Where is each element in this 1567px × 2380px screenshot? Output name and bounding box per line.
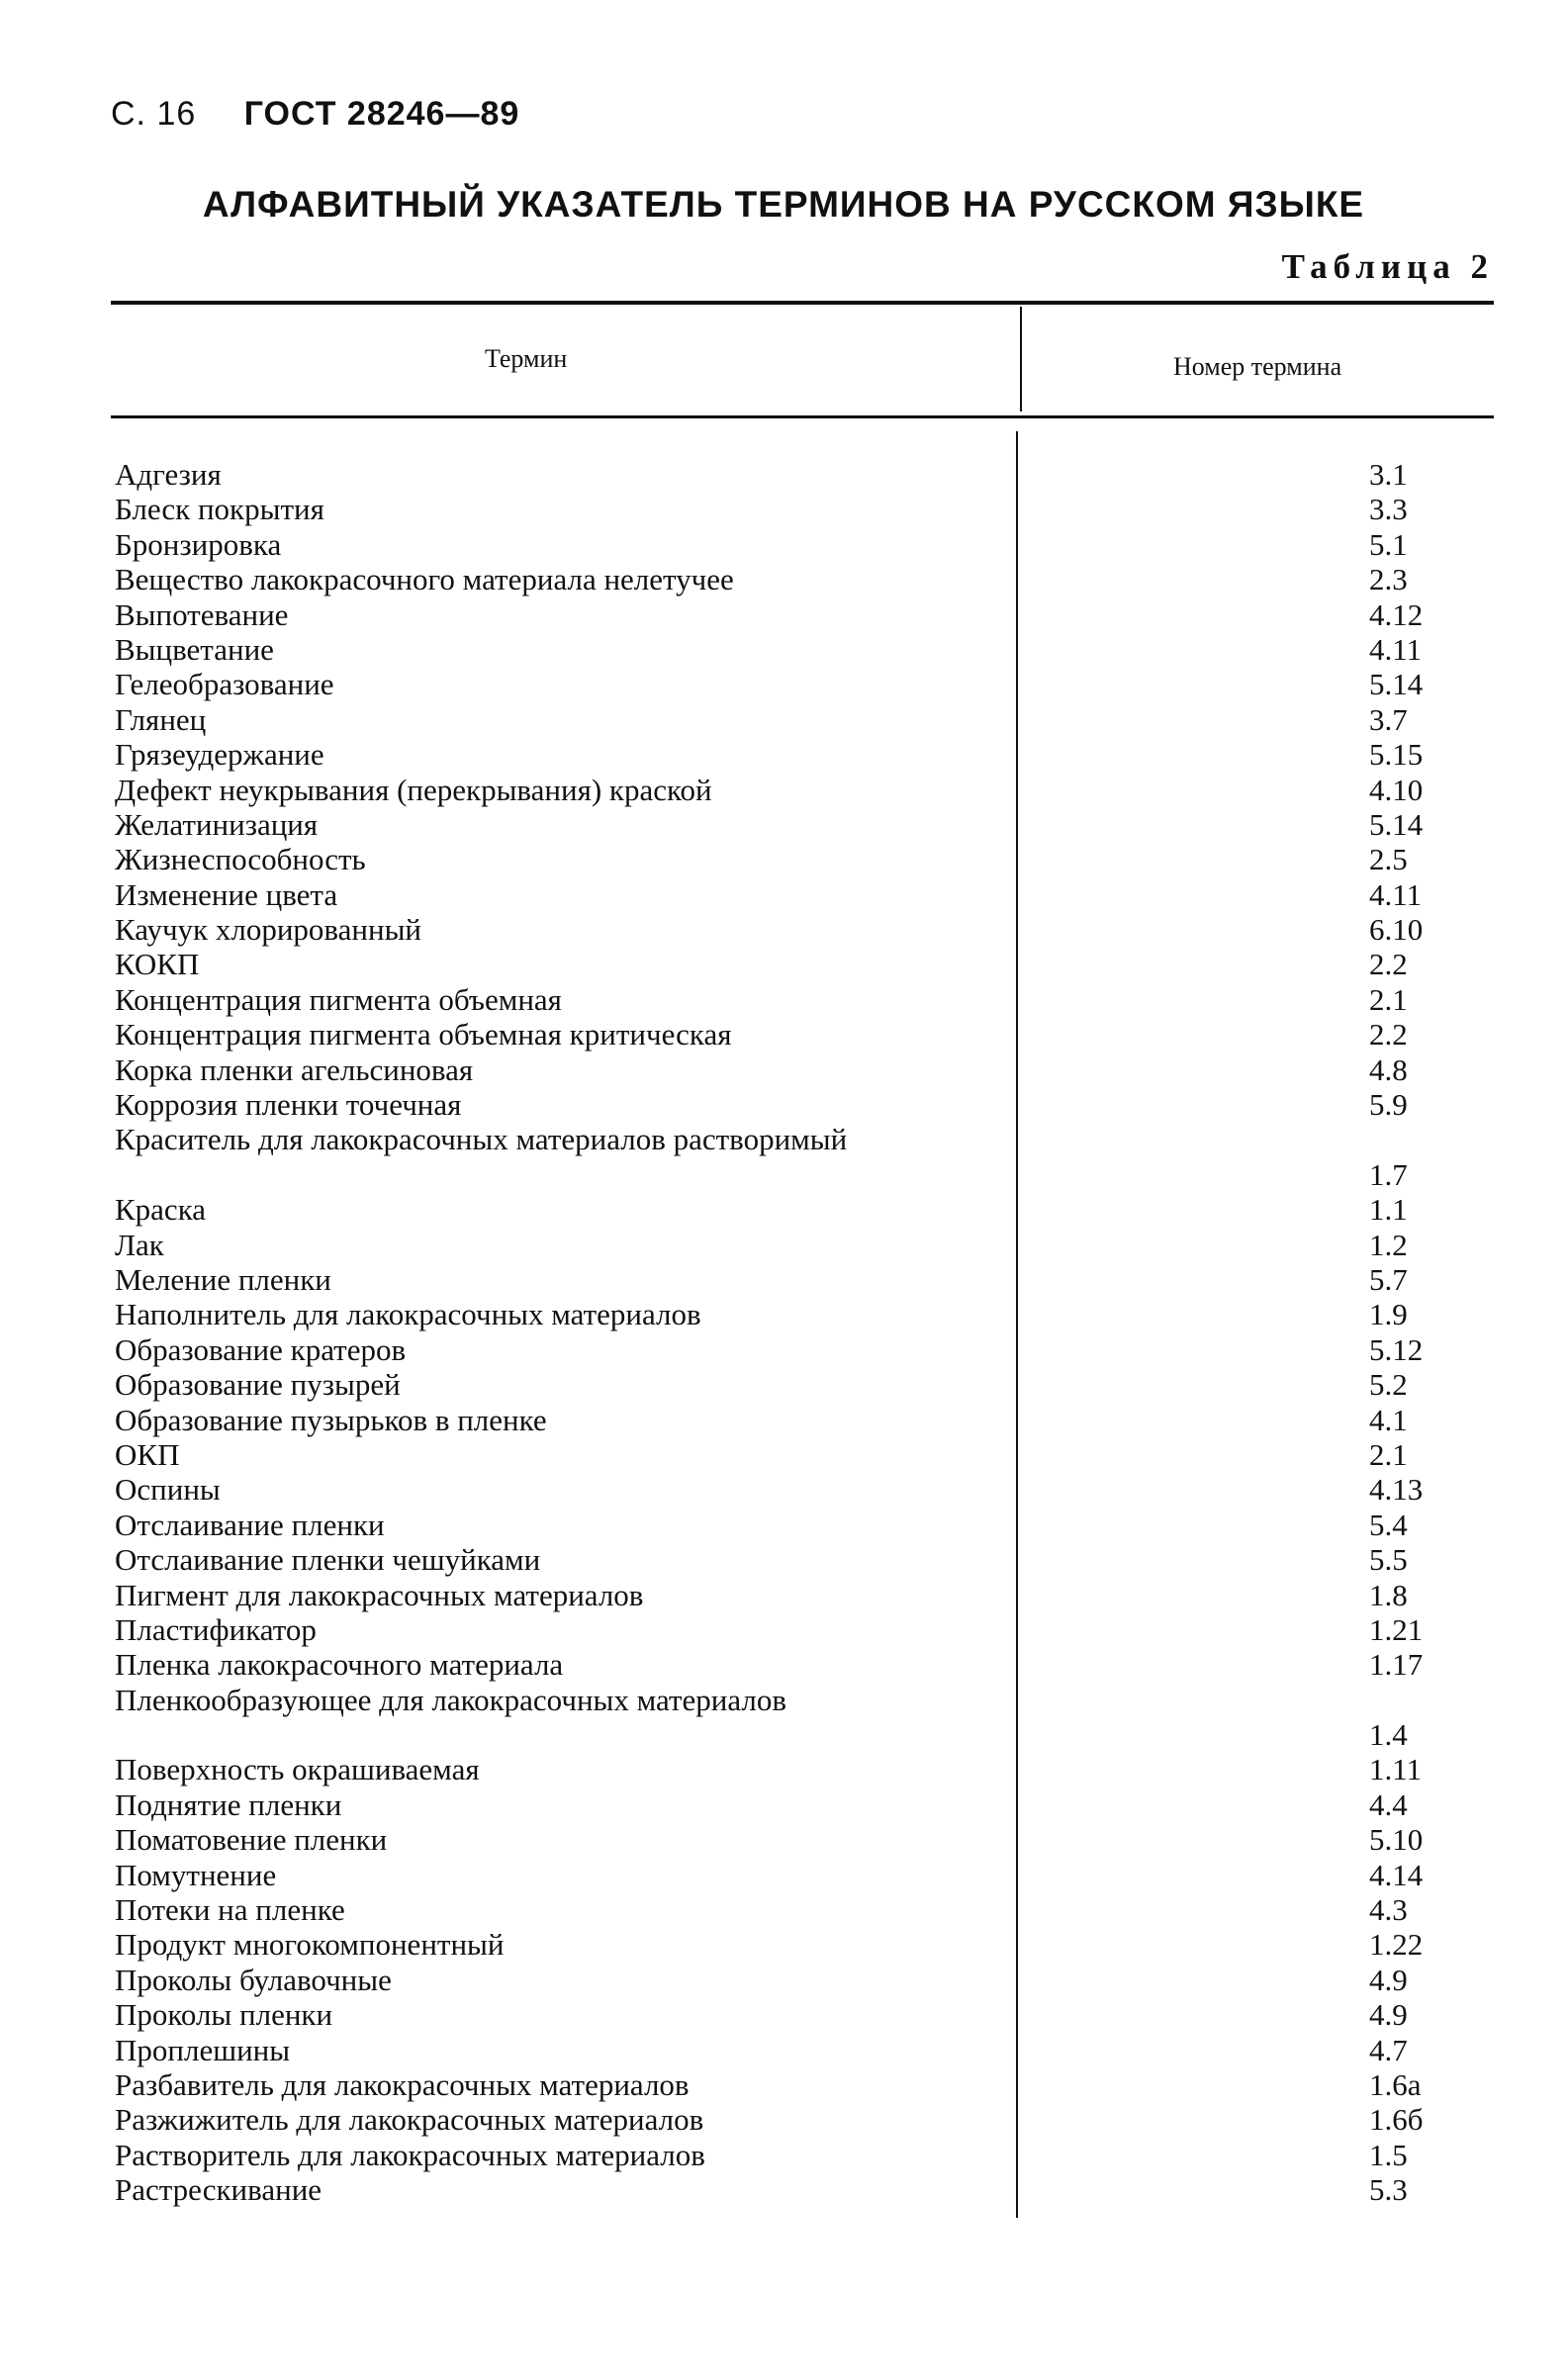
column-header-term: Термин xyxy=(485,344,568,373)
term-name: КОКП xyxy=(115,947,200,982)
term-number: 5.9 xyxy=(1369,1087,1408,1123)
term-number: 3.7 xyxy=(1369,701,1408,737)
term-index-table xyxy=(115,457,1500,2208)
term-number: 5.15 xyxy=(1369,737,1424,773)
term-number: 5.2 xyxy=(1369,1367,1408,1403)
term-name: Коррозия пленки точечная xyxy=(115,1087,462,1123)
table-row xyxy=(115,1332,1500,1367)
term-number: 4.11 xyxy=(1369,631,1423,667)
table-row xyxy=(115,1087,1500,1122)
term-number: 1.11 xyxy=(1369,1752,1423,1787)
term-number: 4.12 xyxy=(1369,596,1424,632)
term-number: 1.22 xyxy=(1369,1927,1424,1963)
term-name: Пигмент для лакокрасочных материалов xyxy=(115,1577,644,1612)
term-number: 1.6б xyxy=(1369,2102,1424,2138)
table-row xyxy=(115,1017,1500,1052)
term-name: Блеск покрытия xyxy=(115,492,324,527)
term-number: 5.7 xyxy=(1369,1261,1408,1297)
term-name: Отслаивание пленки xyxy=(115,1507,385,1542)
table-row xyxy=(115,1822,1500,1857)
table-row xyxy=(115,1578,1500,1612)
table-row xyxy=(115,737,1500,772)
term-number: 2.5 xyxy=(1369,842,1408,877)
table-top-rule xyxy=(111,301,1494,305)
table-row xyxy=(115,457,1500,492)
table-row xyxy=(115,773,1500,807)
term-name: Поматовение пленки xyxy=(115,1822,388,1858)
index-title: АЛФАВИТНЫЙ УКАЗАТЕЛЬ ТЕРМИНОВ НА РУССКОМ ЯЗЫКЕ xyxy=(202,184,1365,225)
term-name: Дефект неукрывания (перекрывания) краской xyxy=(115,772,712,807)
term-number: 4.4 xyxy=(1369,1786,1408,1822)
table-row xyxy=(115,562,1500,596)
term-number: 1.4 xyxy=(1369,1717,1408,1753)
term-number: 4.9 xyxy=(1369,1997,1408,2033)
term-number: 6.10 xyxy=(1369,912,1424,948)
term-number: 1.17 xyxy=(1369,1647,1424,1683)
table-row xyxy=(115,1192,1500,1227)
table-row xyxy=(115,1858,1500,1892)
term-number: 5.10 xyxy=(1369,1822,1424,1858)
term-name: Образование кратеров xyxy=(115,1331,407,1367)
term-number: 2.3 xyxy=(1369,562,1408,597)
term-name: Помутнение xyxy=(115,1857,277,1892)
standard-code: ГОСТ 28246—89 xyxy=(243,95,520,133)
term-number: 1.5 xyxy=(1369,2137,1408,2172)
term-number: 4.8 xyxy=(1369,1052,1408,1087)
table-row xyxy=(115,1892,1500,1927)
table-row xyxy=(115,842,1500,876)
term-number: 3.1 xyxy=(1369,456,1408,492)
table-row xyxy=(115,2172,1500,2207)
term-number: 1.21 xyxy=(1369,1611,1424,1647)
term-name: Корка пленки агельсиновая xyxy=(115,1052,474,1087)
table-row xyxy=(115,492,1500,526)
table-row xyxy=(115,597,1500,632)
table-row xyxy=(115,1472,1500,1507)
term-number: 2.1 xyxy=(1369,1436,1408,1472)
table-label: Таблица 2 xyxy=(1281,247,1494,286)
term-number: 4.3 xyxy=(1369,1892,1408,1928)
term-name: Гелеобразование xyxy=(115,667,334,702)
table-row xyxy=(115,2138,1500,2172)
column-divider-header xyxy=(1020,307,1022,412)
term-name: Разжижитель для лакокрасочных материалов xyxy=(115,2102,704,2138)
term-name: Бронзировка xyxy=(115,526,282,562)
table-row xyxy=(115,1228,1500,1262)
table-row xyxy=(115,1787,1500,1822)
table-row xyxy=(115,877,1500,912)
term-name: Разбавитель для лакокрасочных материалов xyxy=(115,2067,690,2102)
term-number: 5.4 xyxy=(1369,1507,1408,1542)
term-number: 4.9 xyxy=(1369,1962,1408,1997)
table-row xyxy=(115,912,1500,947)
term-name: Продукт многокомпонентный xyxy=(115,1927,505,1963)
term-number: 1.6а xyxy=(1369,2066,1422,2102)
term-name: Адгезия xyxy=(115,457,222,492)
table-row xyxy=(115,1752,1500,1786)
term-number: 1.9 xyxy=(1369,1297,1408,1332)
table-row xyxy=(115,982,1500,1017)
term-number: 1.8 xyxy=(1369,1577,1408,1612)
table-row xyxy=(115,1997,1500,2032)
term-number: 4.10 xyxy=(1369,772,1424,807)
table-row xyxy=(115,1963,1500,1997)
column-header-number: Номер термина xyxy=(1173,352,1342,381)
term-name: ОКП xyxy=(115,1436,180,1472)
table-row xyxy=(115,1262,1500,1297)
term-number: 4.11 xyxy=(1369,876,1423,912)
term-number: 4.7 xyxy=(1369,2032,1408,2067)
term-name: Проколы пленки xyxy=(115,1997,333,2033)
term-number: 3.3 xyxy=(1369,492,1408,527)
term-name: Проплешины xyxy=(115,2032,291,2067)
term-name: Пленкообразующее для лакокрасочных материалов xyxy=(115,1682,787,1717)
table-header-rule xyxy=(111,415,1494,418)
table-row xyxy=(115,1367,1500,1402)
table-row xyxy=(115,1508,1500,1542)
table-row xyxy=(115,702,1500,737)
term-name: Желатинизация xyxy=(115,806,319,842)
table-row xyxy=(115,527,1500,562)
term-name: Краска xyxy=(115,1192,207,1228)
term-name: Глянец xyxy=(115,701,207,737)
term-name: Лак xyxy=(115,1227,164,1262)
table-row xyxy=(115,1927,1500,1962)
term-name: Выцветание xyxy=(115,631,274,667)
table-row xyxy=(115,1683,1500,1753)
term-number: 4.1 xyxy=(1369,1402,1408,1437)
term-number: 4.13 xyxy=(1369,1472,1424,1508)
term-number: 5.5 xyxy=(1369,1542,1408,1578)
term-number: 5.1 xyxy=(1369,526,1408,562)
term-number: 2.2 xyxy=(1369,1017,1408,1053)
term-name: Грязеудержание xyxy=(115,737,324,773)
term-number: 5.14 xyxy=(1369,667,1424,702)
table-row xyxy=(115,632,1500,667)
term-name: Жизнеспособность xyxy=(115,842,366,877)
table-row xyxy=(115,1542,1500,1577)
term-number: 5.3 xyxy=(1369,2172,1408,2208)
page-number: С. 16 xyxy=(111,95,197,133)
term-name: Концентрация пигмента объемная xyxy=(115,981,562,1017)
table-row xyxy=(115,2067,1500,2102)
table-row xyxy=(115,1612,1500,1647)
term-name: Поднятие пленки xyxy=(115,1786,342,1822)
table-row xyxy=(115,1647,1500,1682)
term-number: 2.2 xyxy=(1369,947,1408,982)
table-row xyxy=(115,807,1500,842)
term-number: 2.1 xyxy=(1369,981,1408,1017)
term-name: Растворитель для лакокрасочных материалов xyxy=(115,2137,705,2172)
term-name: Каучук хлорированный xyxy=(115,912,421,948)
table-row xyxy=(115,2102,1500,2137)
term-name: Потеки на пленке xyxy=(115,1892,345,1928)
page-header xyxy=(111,95,519,134)
table-row xyxy=(115,947,1500,981)
table-row xyxy=(115,1403,1500,1437)
table-row xyxy=(115,1297,1500,1331)
table-row xyxy=(115,2033,1500,2067)
term-number: 5.14 xyxy=(1369,806,1424,842)
term-name: Наполнитель для лакокрасочных материалов xyxy=(115,1297,701,1332)
term-name: Изменение цвета xyxy=(115,876,338,912)
term-name: Образование пузырьков в пленке xyxy=(115,1402,547,1437)
term-number: 4.14 xyxy=(1369,1857,1424,1892)
term-number: 5.12 xyxy=(1369,1331,1424,1367)
term-name: Поверхность окрашиваемая xyxy=(115,1752,480,1787)
term-name: Пленка лакокрасочного материала xyxy=(115,1647,564,1683)
table-row xyxy=(115,667,1500,701)
term-name: Оспины xyxy=(115,1472,221,1508)
term-name: Вещество лакокрасочного материала нелетучее xyxy=(115,562,734,597)
term-name: Меление пленки xyxy=(115,1262,331,1297)
table-row xyxy=(115,1122,1500,1192)
term-name: Образование пузырей xyxy=(115,1367,401,1403)
term-number: 1.1 xyxy=(1369,1192,1408,1228)
term-number: 1.7 xyxy=(1369,1156,1408,1192)
term-name: Пластификатор xyxy=(115,1611,317,1647)
term-name: Выпотевание xyxy=(115,596,289,632)
term-number: 1.2 xyxy=(1369,1227,1408,1262)
term-name: Проколы булавочные xyxy=(115,1962,392,1997)
term-name: Отслаивание пленки чешуйками xyxy=(115,1542,541,1578)
term-name: Растрескивание xyxy=(115,2172,323,2208)
table-row xyxy=(115,1053,1500,1087)
term-name: Концентрация пигмента объемная критическая xyxy=(115,1017,732,1053)
term-name: Краситель для лакокрасочных материалов растворимый xyxy=(115,1122,848,1157)
table-row xyxy=(115,1437,1500,1472)
